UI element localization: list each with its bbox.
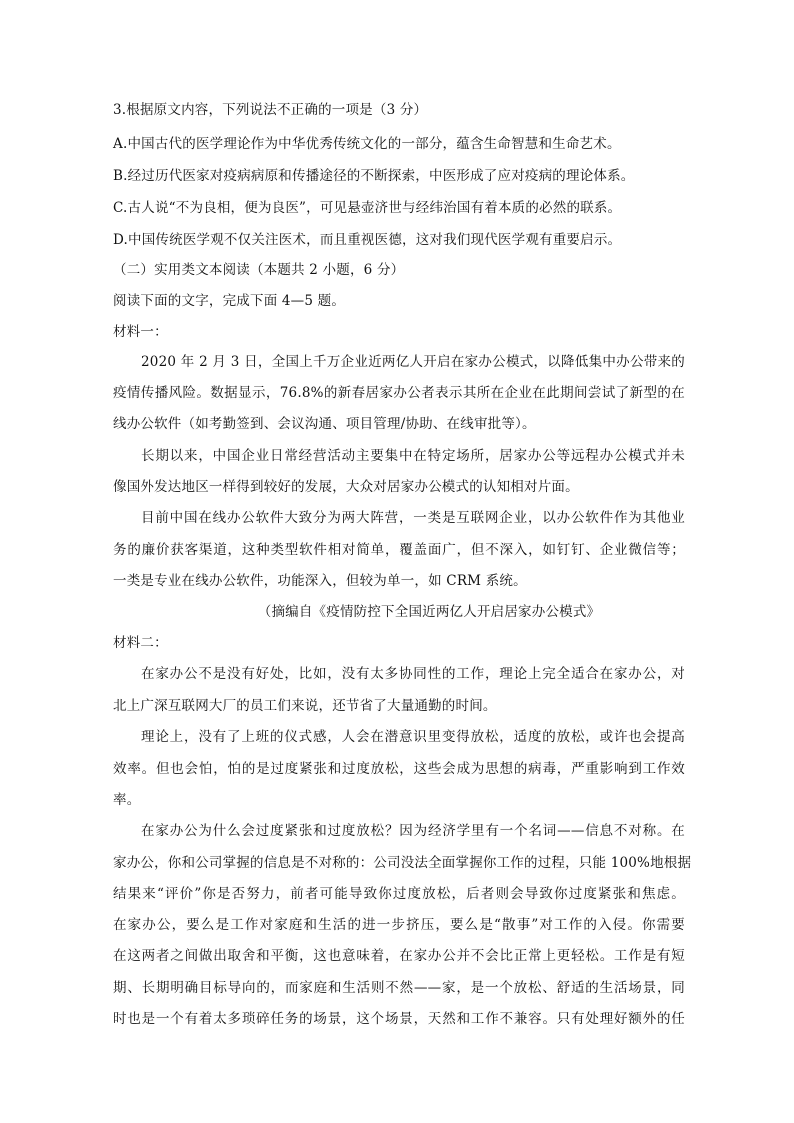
question-3-stem: 3.根据原文内容，下列说法不正确的一项是（3 分）	[113, 102, 428, 118]
material-2-line: 率。	[113, 792, 141, 808]
option-d: D.中国传统医学观不仅关注医术，而且重视医德，这对我们现代医学观有重要启示。	[113, 232, 622, 248]
material-1-line: 长期以来，中国企业日常经营活动主要集中在特定场所，居家办公等远程办公模式并未	[141, 448, 685, 464]
option-c: C.古人说“不为良相，便为良医”，可见悬壶济世与经纬治国有着本质的必然的联系。	[113, 200, 622, 216]
option-a: A.中国古代的医学理论作为中华优秀传统文化的一部分，蕴含生命智慧和生命艺术。	[113, 136, 621, 152]
material-2-line: 在家办公，要么是工作对家庭和生活的进一步挤压，要么是“散事”对工作的入侵。你需要	[113, 917, 685, 933]
material-1-line: 一类是专业在线办公软件，功能深入，但较为单一，如 CRM 系统。	[113, 573, 527, 589]
material-1-line: 线办公软件（如考勤签到、会议沟通、项目管理/协助、在线审批等）。	[113, 416, 536, 432]
material-1-line: 目前中国在线办公软件大致分为两大阵营，一类是互联网企业，以办公软件作为其他业	[141, 510, 685, 526]
material-2-line: 北上广深互联网大厂的员工们来说，还节省了大量通勤的时间。	[113, 698, 497, 714]
material-1-line: 像国外发达地区一样得到较好的发展，大众对居家办公模式的认知相对片面。	[113, 479, 579, 495]
material-2-line: 理论上，没有了上班的仪式感，人会在潜意识里变得放松，适度的放松，或许也会提高	[141, 729, 685, 745]
material-1-line: 疫情传播风险。数据显示，76.8%的新春居家办公者表示其所在企业在此期间尝试了新型的在	[113, 385, 685, 401]
section-instruction: 阅读下面的文字，完成下面 4—5 题。	[113, 293, 346, 309]
material-2-label: 材料二：	[113, 635, 168, 651]
material-1-label: 材料一：	[113, 324, 168, 340]
material-2-line: 在这两者之间做出取舍和平衡，这也意味着，在家办公并不会比正常上更轻松。工作是有短	[113, 948, 685, 964]
material-2-line: 效率。但也会怕，怕的是过度紧张和过度放松，这些会成为思想的病毒，严重影响到工作效	[113, 761, 685, 777]
material-1-source: （摘编自《疫情防控下全国近两亿人开启居家办公模式》	[257, 604, 601, 620]
material-1-line: 务的廉价获客渠道，这种类型软件相对简单，覆盖面广，但不深入，如钉钉、企业微信等；	[113, 542, 685, 558]
material-2-line: 时也是一个有着太多琐碎任务的场景，这个场景，天然和工作不兼容。只有处理好额外的任	[113, 1011, 685, 1027]
material-1-line: 2020 年 2 月 3 日，全国上千万企业近两亿人开启在家办公模式，以降低集中办公带来的	[141, 354, 685, 370]
material-2-line: 在家办公为什么会过度紧张和过度放松？因为经济学里有一个名词——信息不对称。在	[141, 823, 685, 839]
section-heading: （二）实用类文本阅读（本题共 2 小题，6 分）	[113, 262, 405, 278]
material-2-line: 期、长期明确目标导向的，而家庭和生活则不然——家，是一个放松、舒适的生活场景，同	[113, 980, 685, 996]
material-2-line: 在家办公不是没有好处，比如，没有太多协同性的工作，理论上完全适合在家办公，对	[141, 666, 685, 682]
material-2-line: 结果来“评价”你是否努力，前者可能导致你过度放松，后者则会导致你过度紧张和焦虑。	[113, 886, 685, 902]
material-2-line: 家办公，你和公司掌握的信息是不对称的：公司没法全面掌握你工作的过程，只能 100%地根据	[113, 855, 692, 871]
option-b: B.经过历代医家对疫病病原和传播途径的不断探索，中医形成了应对疫病的理论体系。	[113, 168, 635, 184]
